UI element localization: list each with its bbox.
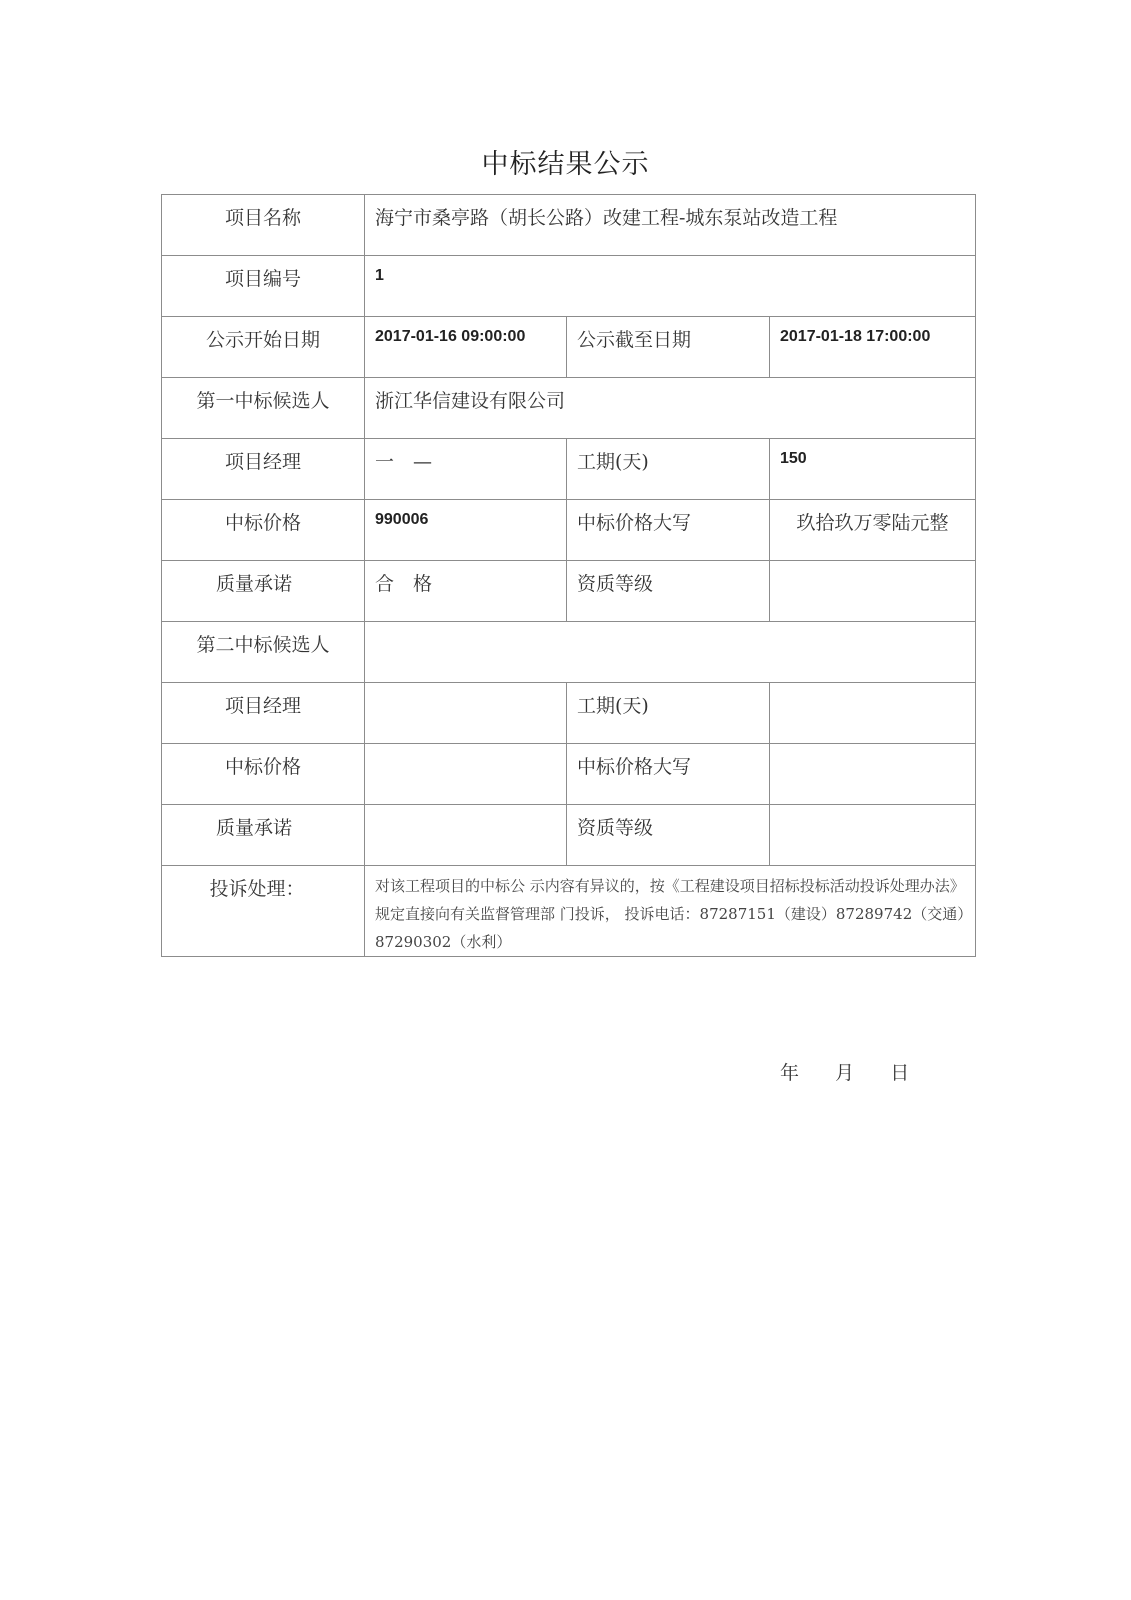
first-quality-label: 质量承诺	[162, 561, 365, 622]
row-first-price	[162, 500, 976, 561]
row-dates	[162, 317, 976, 378]
document-title: 中标结果公示	[481, 149, 650, 180]
row-second-candidate	[162, 622, 976, 683]
row-first-manager	[162, 439, 976, 500]
start-date-label: 公示开始日期	[162, 317, 365, 378]
first-grade-label: 资质等级	[567, 561, 770, 622]
row-second-manager	[162, 683, 976, 744]
complaint-text: 对该工程项目的中标公 示内容有异议的，按《工程建设项目招标投标活动投诉处理办法》 规定直接向有关监督管理部 门投诉， 投诉电话：87287151（建设）87289742（交通）87290302（水利）	[365, 866, 976, 957]
second-period-label: 工期(天)	[567, 683, 770, 744]
second-price-value	[365, 744, 567, 805]
first-manager-label: 项目经理	[162, 439, 365, 500]
row-second-price	[162, 744, 976, 805]
second-quality-label: 质量承诺	[162, 805, 365, 866]
project-name-value: 海宁市桑亭路（胡长公路）改建工程-城东泵站改造工程	[365, 195, 976, 256]
start-date-value: 2017-01-16 09:00:00	[365, 317, 567, 378]
second-price-label: 中标价格	[162, 744, 365, 805]
second-candidate-value	[365, 622, 976, 683]
first-quality-value: 合 格	[365, 561, 567, 622]
row-second-quality	[162, 805, 976, 866]
project-number-value: 1	[365, 256, 976, 317]
date-day: 日	[890, 1062, 910, 1084]
second-price-words-value	[770, 744, 976, 805]
first-price-words-label: 中标价格大写	[567, 500, 770, 561]
end-date-value: 2017-01-18 17:00:00	[770, 317, 976, 378]
date-year: 年	[780, 1062, 800, 1084]
row-first-candidate	[162, 378, 976, 439]
project-name-label: 项目名称	[162, 195, 365, 256]
row-complaint	[162, 866, 976, 957]
first-price-label: 中标价格	[162, 500, 365, 561]
project-number-label: 项目编号	[162, 256, 365, 317]
first-grade-value	[770, 561, 976, 622]
complaint-label: 投诉处理：	[162, 866, 365, 957]
first-period-value: 150	[770, 439, 976, 500]
end-date-label: 公示截至日期	[567, 317, 770, 378]
second-grade-value	[770, 805, 976, 866]
result-table	[161, 194, 976, 957]
row-first-quality	[162, 561, 976, 622]
second-period-value	[770, 683, 976, 744]
second-manager-value	[365, 683, 567, 744]
date-month: 月	[835, 1062, 855, 1084]
second-manager-label: 项目经理	[162, 683, 365, 744]
row-project-name	[162, 195, 976, 256]
second-price-words-label: 中标价格大写	[567, 744, 770, 805]
row-project-number	[162, 256, 976, 317]
first-manager-value: 一 —	[365, 439, 567, 500]
first-period-label: 工期(天)	[567, 439, 770, 500]
date-line	[780, 1058, 909, 1085]
second-grade-label: 资质等级	[567, 805, 770, 866]
first-candidate-value: 浙江华信建设有限公司	[365, 378, 976, 439]
first-price-value: 990006	[365, 500, 567, 561]
first-price-words-value: 玖拾玖万零陆元整	[770, 500, 976, 561]
second-candidate-label: 第二中标候选人	[162, 622, 365, 683]
first-candidate-label: 第一中标候选人	[162, 378, 365, 439]
second-quality-value	[365, 805, 567, 866]
